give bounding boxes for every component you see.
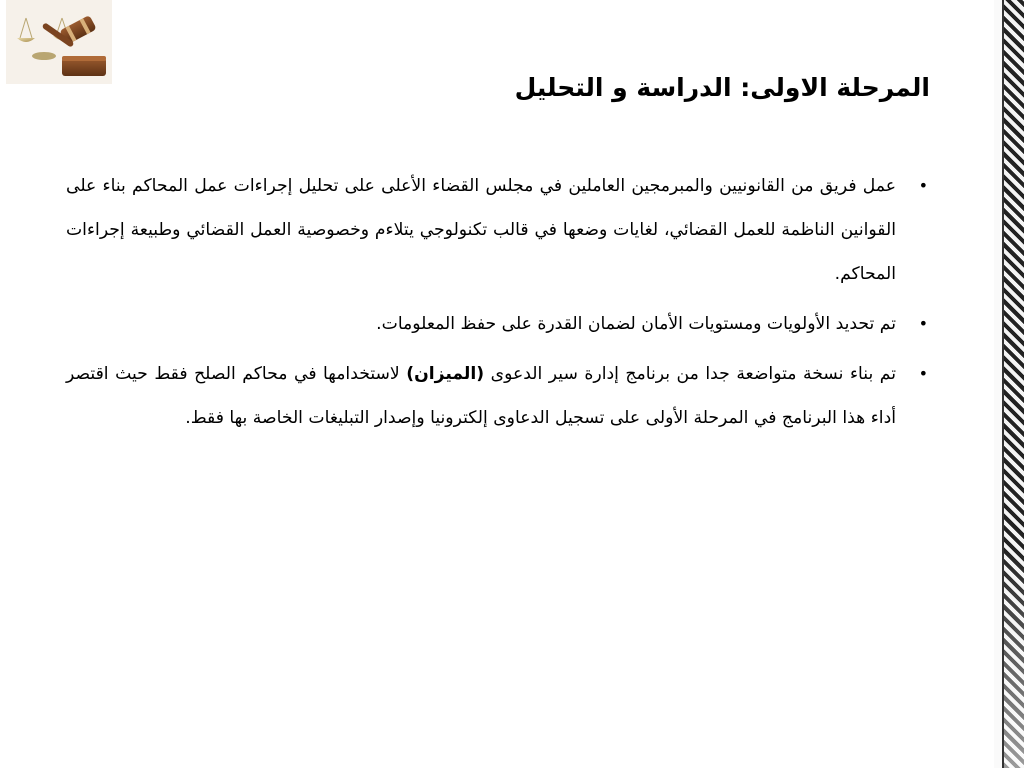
list-item [66,352,928,440]
decorative-side-strip [994,0,1024,768]
gavel-and-scales-icon [6,0,112,84]
bullet-bold-program-name: (الميزان) [406,364,485,384]
bullet-text: عمل فريق من القانونيين والمبرمجين العاملين في مجلس القضاء الأعلى على تحليل إجراءات عمل المحاكم بناء على القوانين الناظمة للعمل القضائي، لغايات وضعها في قالب تكنولوجي يتلاءم وخصوصية العمل القضائي وطبيعة إجراءات المحاكم. [66,176,896,284]
bullet-text-end: لاستخدامها في محاكم الصلح فقط حيث اقتصر أداء هذا البرنامج في المرحلة الأولى على تسجيل الدعاوى إلكترونيا وإصدار التبليغات الخاصة بها فقط. [66,364,896,428]
slide-title: المرحلة الاولى: الدراسة و التحليل [514,73,930,102]
list-item [66,302,928,346]
list-item [66,164,928,296]
bullet-list [66,164,928,446]
bullet-icon: • [918,364,928,383]
bullet-icon: • [918,314,928,333]
bullet-text: تم تحديد الأولويات ومستويات الأمان لضمان القدرة على حفظ المعلومات. [376,314,896,334]
bullet-text-start: تم بناء نسخة متواضعة جدا من برنامج إدارة سير الدعوى [484,364,896,384]
bullet-icon: • [918,176,928,195]
